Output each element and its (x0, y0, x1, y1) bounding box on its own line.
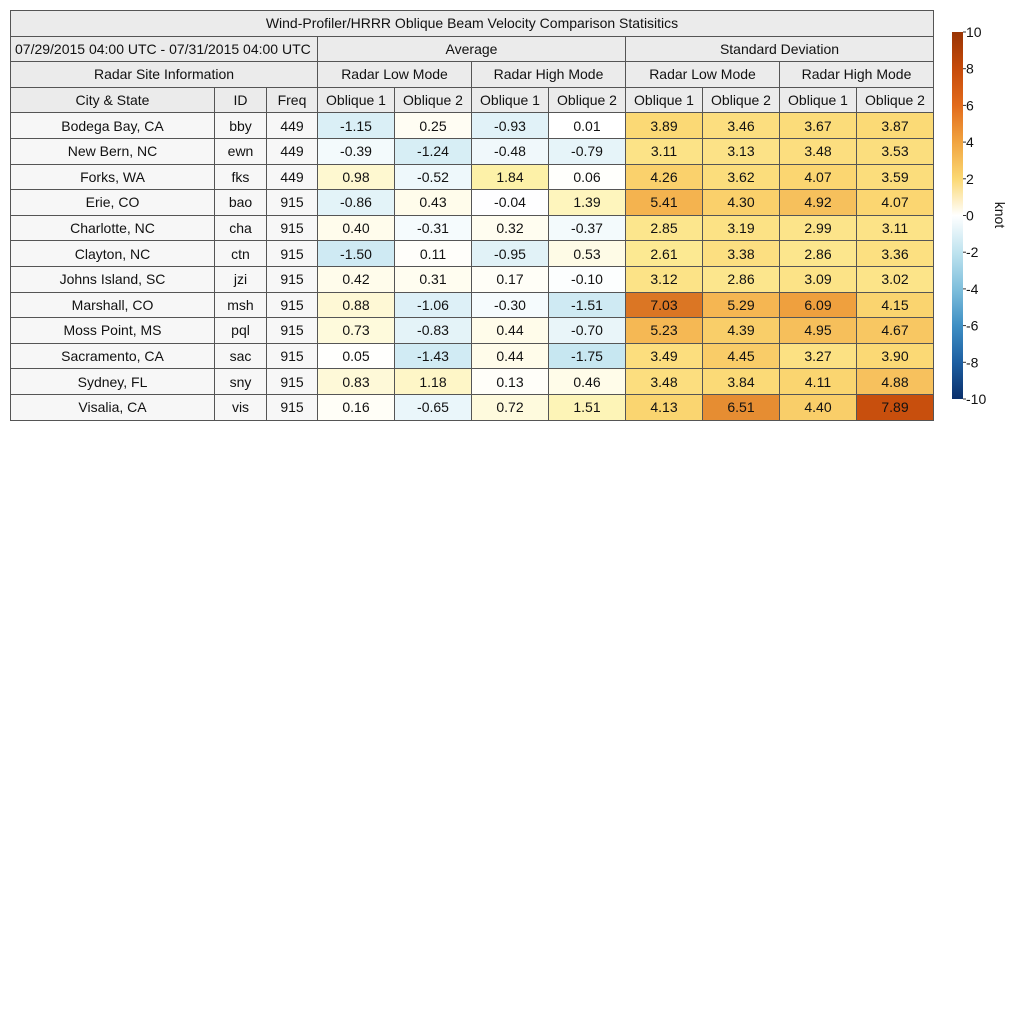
value-cell: 0.31 (395, 266, 472, 292)
value-cell: -1.43 (395, 343, 472, 369)
value-cell: 4.39 (703, 318, 780, 344)
value-cell: 4.95 (780, 318, 857, 344)
id-cell: bby (215, 113, 267, 139)
table-title: Wind-Profiler/HRRR Oblique Beam Velocity Comparison Statisitics (11, 11, 934, 37)
value-cell: 3.90 (857, 343, 934, 369)
std-group-header: Standard Deviation (626, 36, 934, 62)
freq-cell: 915 (267, 241, 318, 267)
table-row (11, 394, 934, 420)
freq-cell: 449 (267, 138, 318, 164)
value-cell: 1.39 (549, 190, 626, 216)
value-cell: 3.36 (857, 241, 934, 267)
freq-cell: 915 (267, 343, 318, 369)
value-cell: -0.04 (472, 190, 549, 216)
value-cell: 3.13 (703, 138, 780, 164)
id-cell: vis (215, 394, 267, 420)
value-cell: -0.79 (549, 138, 626, 164)
value-cell: 0.05 (318, 343, 395, 369)
value-cell: 3.59 (857, 164, 934, 190)
id-cell: pql (215, 318, 267, 344)
value-cell: 0.42 (318, 266, 395, 292)
avg-low-mode-header: Radar Low Mode (318, 62, 472, 88)
value-cell: -1.15 (318, 113, 395, 139)
std-low-mode-header: Radar Low Mode (626, 62, 780, 88)
value-cell: 0.25 (395, 113, 472, 139)
freq-cell: 449 (267, 164, 318, 190)
table-row (11, 190, 934, 216)
avg-low-oblique2-header: Oblique 2 (395, 87, 472, 113)
table-row (11, 369, 934, 395)
city-cell: Johns Island, SC (11, 266, 215, 292)
colorbar-tick-label: -4 (966, 280, 979, 297)
std-low-oblique1-header: Oblique 1 (626, 87, 703, 113)
value-cell: 3.53 (857, 138, 934, 164)
value-cell: 3.46 (703, 113, 780, 139)
value-cell: 1.84 (472, 164, 549, 190)
city-cell: Marshall, CO (11, 292, 215, 318)
freq-column-header: Freq (267, 87, 318, 113)
value-cell: 3.27 (780, 343, 857, 369)
std-high-oblique1-header: Oblique 1 (780, 87, 857, 113)
colorbar-tick-label: 2 (966, 170, 974, 187)
value-cell: 3.09 (780, 266, 857, 292)
table-row (11, 164, 934, 190)
value-cell: 0.43 (395, 190, 472, 216)
colorbar-tick-label: 8 (966, 60, 974, 77)
id-cell: bao (215, 190, 267, 216)
avg-high-oblique1-header: Oblique 1 (472, 87, 549, 113)
value-cell: 5.29 (703, 292, 780, 318)
value-cell: -0.31 (395, 215, 472, 241)
value-cell: 3.19 (703, 215, 780, 241)
value-cell: 0.73 (318, 318, 395, 344)
id-cell: jzi (215, 266, 267, 292)
id-cell: ewn (215, 138, 267, 164)
value-cell: 0.01 (549, 113, 626, 139)
city-cell: Visalia, CA (11, 394, 215, 420)
city-cell: New Bern, NC (11, 138, 215, 164)
value-cell: 0.06 (549, 164, 626, 190)
value-cell: 2.99 (780, 215, 857, 241)
value-cell: 4.15 (857, 292, 934, 318)
value-cell: -0.37 (549, 215, 626, 241)
value-cell: 0.40 (318, 215, 395, 241)
colorbar-gradient (952, 32, 963, 399)
value-cell: -1.06 (395, 292, 472, 318)
colorbar-label: knot (992, 201, 1008, 229)
value-cell: -1.50 (318, 241, 395, 267)
value-cell: 3.49 (626, 343, 703, 369)
value-cell: 3.48 (626, 369, 703, 395)
value-cell: 0.53 (549, 241, 626, 267)
colorbar (948, 24, 1018, 414)
value-cell: 0.46 (549, 369, 626, 395)
value-cell: 4.88 (857, 369, 934, 395)
freq-cell: 915 (267, 190, 318, 216)
id-cell: ctn (215, 241, 267, 267)
city-cell: Erie, CO (11, 190, 215, 216)
avg-low-oblique1-header: Oblique 1 (318, 87, 395, 113)
value-cell: 4.92 (780, 190, 857, 216)
colorbar-tick-label: -10 (966, 391, 987, 407)
value-cell: 5.23 (626, 318, 703, 344)
colorbar-tick-label: -6 (966, 317, 979, 334)
value-cell: -0.10 (549, 266, 626, 292)
table-row (11, 292, 934, 318)
value-cell: 0.32 (472, 215, 549, 241)
city-cell: Sacramento, CA (11, 343, 215, 369)
value-cell: -0.48 (472, 138, 549, 164)
date-range: 07/29/2015 04:00 UTC - 07/31/2015 04:00 UTC (11, 36, 318, 62)
colorbar-tick-label: -2 (966, 244, 979, 261)
city-cell: Moss Point, MS (11, 318, 215, 344)
value-cell: 3.02 (857, 266, 934, 292)
freq-cell: 915 (267, 292, 318, 318)
value-cell: 0.88 (318, 292, 395, 318)
value-cell: 2.86 (780, 241, 857, 267)
value-cell: 1.18 (395, 369, 472, 395)
value-cell: 3.87 (857, 113, 934, 139)
city-cell: Charlotte, NC (11, 215, 215, 241)
table-row (11, 113, 934, 139)
table-row (11, 318, 934, 344)
value-cell: 2.85 (626, 215, 703, 241)
value-cell: 4.07 (780, 164, 857, 190)
avg-high-oblique2-header: Oblique 2 (549, 87, 626, 113)
value-cell: 7.03 (626, 292, 703, 318)
value-cell: 0.13 (472, 369, 549, 395)
table-row (11, 266, 934, 292)
value-cell: 4.11 (780, 369, 857, 395)
value-cell: 3.89 (626, 113, 703, 139)
id-cell: cha (215, 215, 267, 241)
colorbar-tick-label: -8 (966, 354, 979, 371)
value-cell: 7.89 (857, 394, 934, 420)
value-cell: -0.39 (318, 138, 395, 164)
value-cell: -0.30 (472, 292, 549, 318)
id-cell: msh (215, 292, 267, 318)
colorbar-tick-label: 10 (966, 24, 982, 40)
freq-cell: 915 (267, 369, 318, 395)
value-cell: 0.16 (318, 394, 395, 420)
site-info-header: Radar Site Information (11, 62, 318, 88)
value-cell: 6.09 (780, 292, 857, 318)
value-cell: 1.51 (549, 394, 626, 420)
colorbar-tick-label: 4 (966, 134, 974, 151)
id-cell: sny (215, 369, 267, 395)
table-body (11, 113, 934, 420)
value-cell: -0.83 (395, 318, 472, 344)
value-cell: 2.61 (626, 241, 703, 267)
colorbar-tick-label: 0 (966, 207, 974, 224)
city-column-header: City & State (11, 87, 215, 113)
freq-cell: 915 (267, 318, 318, 344)
id-cell: fks (215, 164, 267, 190)
city-cell: Clayton, NC (11, 241, 215, 267)
value-cell: 3.67 (780, 113, 857, 139)
value-cell: 4.07 (857, 190, 934, 216)
id-cell: sac (215, 343, 267, 369)
city-cell: Sydney, FL (11, 369, 215, 395)
std-high-mode-header: Radar High Mode (780, 62, 934, 88)
value-cell: 3.12 (626, 266, 703, 292)
value-cell: 0.72 (472, 394, 549, 420)
value-cell: 3.11 (857, 215, 934, 241)
value-cell: 4.30 (703, 190, 780, 216)
value-cell: 0.98 (318, 164, 395, 190)
value-cell: 3.38 (703, 241, 780, 267)
table-row (11, 215, 934, 241)
freq-cell: 915 (267, 266, 318, 292)
value-cell: -0.52 (395, 164, 472, 190)
value-cell: 4.45 (703, 343, 780, 369)
value-cell: 2.86 (703, 266, 780, 292)
freq-cell: 449 (267, 113, 318, 139)
value-cell: 0.11 (395, 241, 472, 267)
table-row (11, 343, 934, 369)
value-cell: 6.51 (703, 394, 780, 420)
average-group-header: Average (318, 36, 626, 62)
value-cell: -1.24 (395, 138, 472, 164)
value-cell: 4.26 (626, 164, 703, 190)
table-row (11, 138, 934, 164)
value-cell: -1.51 (549, 292, 626, 318)
value-cell: 0.44 (472, 318, 549, 344)
value-cell: 3.48 (780, 138, 857, 164)
value-cell: 0.44 (472, 343, 549, 369)
value-cell: 5.41 (626, 190, 703, 216)
value-cell: 3.84 (703, 369, 780, 395)
freq-cell: 915 (267, 215, 318, 241)
table-row (11, 241, 934, 267)
city-cell: Bodega Bay, CA (11, 113, 215, 139)
avg-high-mode-header: Radar High Mode (472, 62, 626, 88)
std-high-oblique2-header: Oblique 2 (857, 87, 934, 113)
value-cell: -0.95 (472, 241, 549, 267)
std-low-oblique2-header: Oblique 2 (703, 87, 780, 113)
value-cell: 0.83 (318, 369, 395, 395)
value-cell: -1.75 (549, 343, 626, 369)
value-cell: 3.62 (703, 164, 780, 190)
value-cell: 4.67 (857, 318, 934, 344)
value-cell: -0.65 (395, 394, 472, 420)
value-cell: -0.70 (549, 318, 626, 344)
value-cell: 3.11 (626, 138, 703, 164)
value-cell: 4.40 (780, 394, 857, 420)
colorbar-tick-label: 6 (966, 97, 974, 114)
id-column-header: ID (215, 87, 267, 113)
city-cell: Forks, WA (11, 164, 215, 190)
stats-table (10, 10, 934, 421)
value-cell: 0.17 (472, 266, 549, 292)
value-cell: -0.93 (472, 113, 549, 139)
freq-cell: 915 (267, 394, 318, 420)
value-cell: -0.86 (318, 190, 395, 216)
value-cell: 4.13 (626, 394, 703, 420)
